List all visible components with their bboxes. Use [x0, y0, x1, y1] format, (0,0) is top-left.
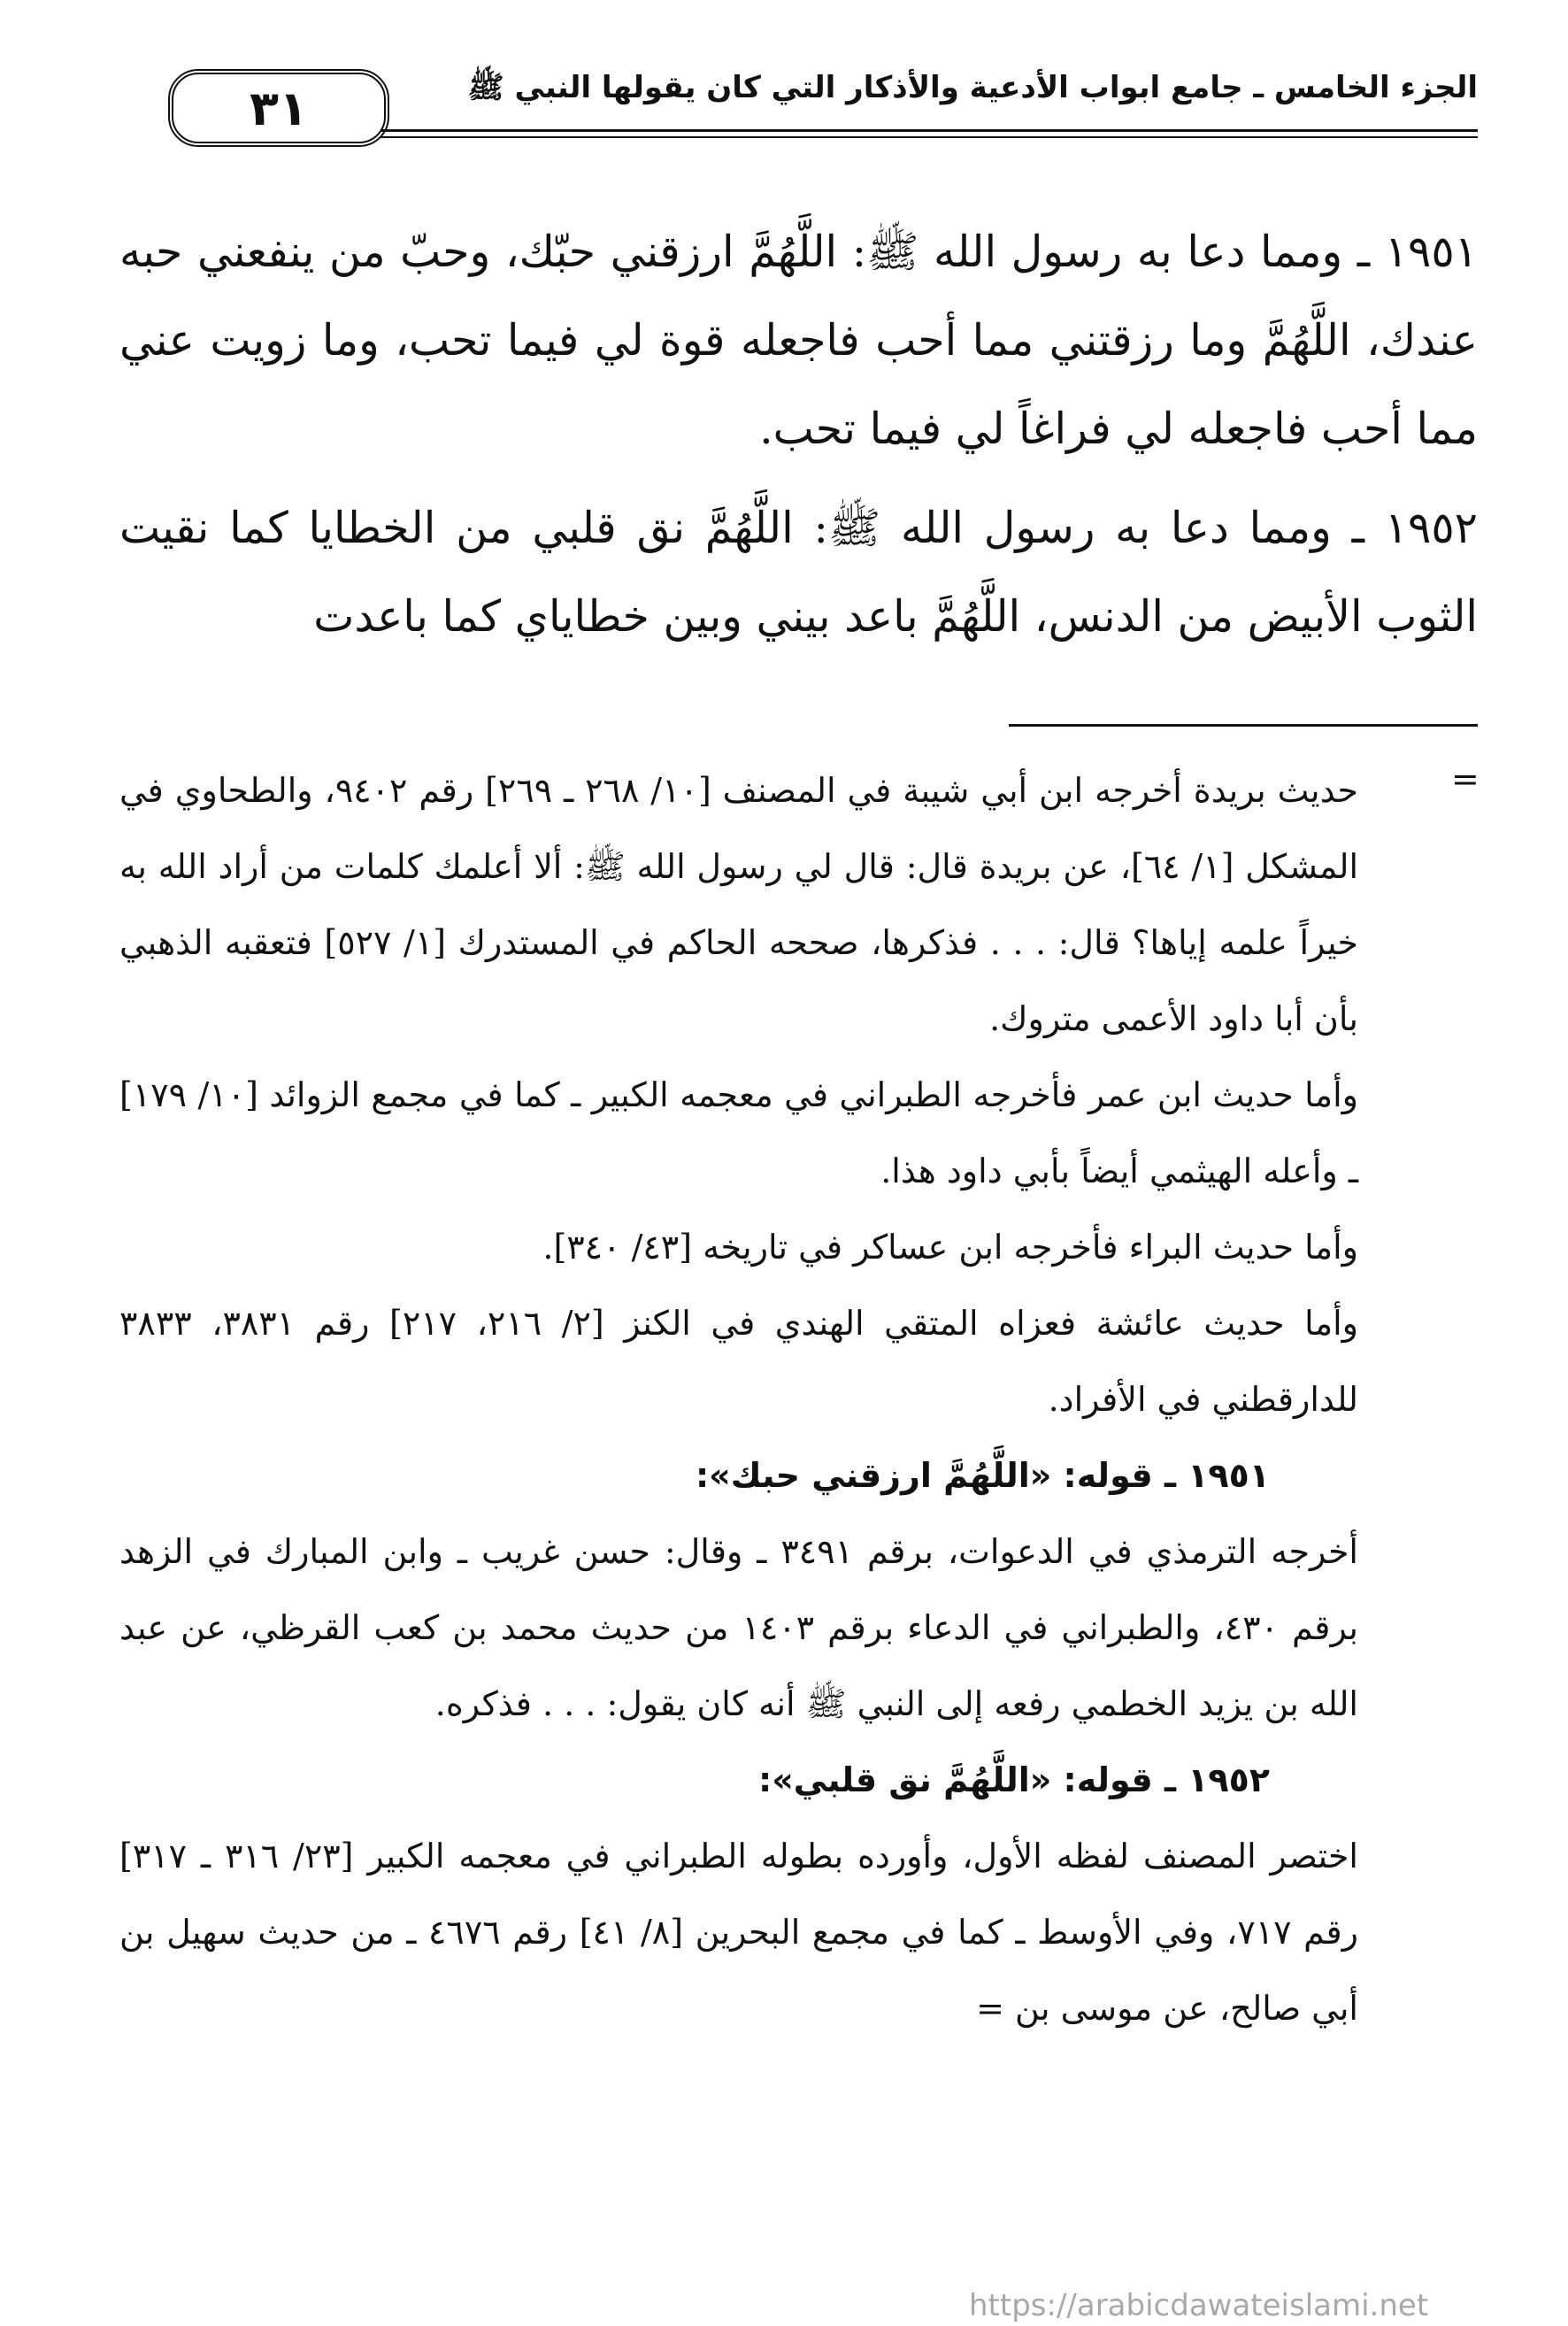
footnote-paragraph: وأما حديث البراء فأخرجه ابن عساكر في تاريخه [٤٣/ ٣٤٠].	[542, 1228, 1358, 1267]
running-head: الجزء الخامس ـ جامع ابواب الأدعية والأذكار التي كان يقولها النبي ﷺ	[467, 70, 1478, 105]
watermark-url: https://arabicdawateislami.net	[969, 2288, 1429, 2323]
footnote-heading-1952: ١٩٥٢ ـ قوله: «اللَّهُمَّ نق قلبي»:	[758, 1760, 1270, 1799]
footnote-heading-1951: ١٩٥١ ـ قوله: «اللَّهُمَّ ارزقني حبك»:	[695, 1456, 1270, 1495]
hadith-1951: ١٩٥١ ـ ومما دعا به رسول الله ﷺ: اللَّهُمَّ ارزقني حبّك، وحبّ من ينفعني حبه عندك، اللَّهُمَّ وما رزقتني مما أحب فاجعله قوة لي فيما تحب، وما زويت عني مما أحب فاجعله لي فراغاً لي فيما تحب.	[119, 227, 1478, 454]
continuation-mark: =	[1451, 759, 1480, 798]
footnotes	[119, 752, 1358, 2046]
header-rule	[380, 136, 1478, 138]
footnote-separator	[1009, 724, 1478, 727]
footnote-paragraph: أخرجه الترمذي في الدعوات، برقم ٣٤٩١ ـ وقال: حسن غريب ـ وابن المبارك في الزهد برقم ٤٣٠، والطبراني في الدعاء برقم ١٤٠٣ من حديث محمد بن كعب القرظي، عن عبد الله بن يزيد الخطمي رفعه إلى النبي ﷺ أنه كان يقول: . . . فذكره.	[119, 1532, 1358, 1723]
page-header	[115, 62, 1478, 168]
main-text	[119, 208, 1478, 672]
page-number: ٣١	[168, 69, 389, 147]
footnote-paragraph: حديث بريدة أخرجه ابن أبي شيبة في المصنف [١٠/ ٢٦٨ ـ ٢٦٩] رقم ٩٤٠٢، والطحاوي في المشكل [١/ ٦٤]، عن بريدة قال: قال لي رسول الله ﷺ: ألا أعلمك كلمات من أراد الله به خيراً علمه إياها؟ قال: . . . فذكرها، صححه الحاكم في المستدرك [١/ ٥٢٧] فتعقبه الذهبي بأن أبا داود الأعمى متروك.	[119, 771, 1359, 1038]
footnote-paragraph: اختصر المصنف لفظه الأول، وأورده بطوله الطبراني في معجمه الكبير [٢٣/ ٣١٦ ـ ٣١٧] رقم ٧١٧، وفي الأوسط ـ كما في مجمع البحرين [٨/ ٤١] رقم ٤٦٧٦ ـ من حديث سهيل بن أبي صالح، عن موسى بن =	[119, 1837, 1358, 2028]
hadith-1952: ١٩٥٢ ـ ومما دعا به رسول الله ﷺ: اللَّهُمَّ نق قلبي من الخطايا كما نقيت الثوب الأبيض من الدنس، اللَّهُمَّ باعد بيني وبين خطاياي كما باعدت	[119, 503, 1478, 642]
footnote-paragraph: وأما حديث ابن عمر فأخرجه الطبراني في معجمه الكبير ـ كما في مجمع الزوائد [١٠/ ١٧٩] ـ وأعله الهيثمي أيضاً بأبي داود هذا.	[119, 1075, 1358, 1190]
footnote-paragraph: وأما حديث عائشة فعزاه المتقي الهندي في الكنز [٢/ ٢١٦، ٢١٧] رقم ٣٨٣١، ٣٨٣٣ للدارقطني في الأفراد.	[119, 1304, 1359, 1419]
header-rule	[380, 129, 1478, 132]
